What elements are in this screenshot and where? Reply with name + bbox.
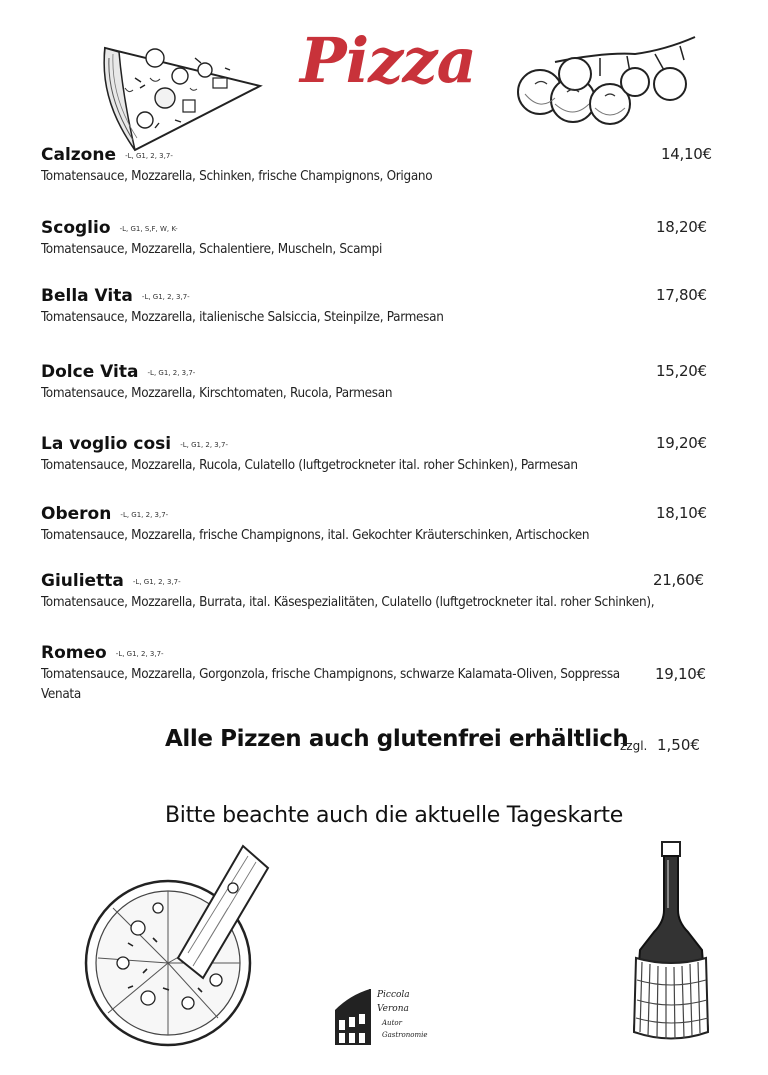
colosseum-logo-icon [330, 975, 440, 1047]
daily-menu-note: Bitte beachte auch die aktuelle Tageskarte [165, 803, 623, 828]
menu-item-giulietta [41, 571, 721, 613]
whole-pizza-icon [68, 838, 283, 1048]
item-name: Dolce Vita [41, 362, 139, 382]
item-price: 19,20€ [656, 434, 707, 452]
item-price: 17,80€ [656, 286, 707, 304]
item-name: Giulietta [41, 571, 124, 591]
logo-line-2: Verona [377, 1004, 409, 1014]
item-price: 18,20€ [656, 218, 707, 236]
item-description: Tomatensauce, Mozzarella, Schalentiere, Muscheln, Scampi [41, 242, 383, 257]
item-price: 18,10€ [656, 504, 707, 522]
gluten-free-note: Alle Pizzen auch glutenfrei erhältlich [165, 726, 629, 752]
item-name: La voglio cosi [41, 434, 172, 454]
menu-item-bella-vita [41, 286, 721, 328]
pizza-slice-icon [95, 28, 265, 158]
item-description: Tomatensauce, Mozzarella, italienische Salsiccia, Steinpilze, Parmesan [41, 310, 444, 325]
item-allergen-codes: -L, G1, 2, 3,7- [141, 292, 190, 301]
item-name: Scoglio [41, 218, 111, 238]
item-allergen-codes: -L, G1, 2, 3,7- [147, 368, 196, 377]
item-allergen-codes: -L, G1, 2, 3,7- [132, 577, 181, 586]
gluten-surcharge-price: 1,50€ [657, 736, 700, 754]
item-description: Tomatensauce, Mozzarella, Gorgonzola, frische Champignons, schwarze Kalamata-Oliven, Soppressa Venata [41, 667, 620, 702]
logo-line-3: Autor [382, 1019, 402, 1027]
item-price: 19,10€ [655, 665, 706, 683]
item-allergen-codes: -L, G1, 2, 3,7- [180, 440, 228, 449]
item-name: Calzone [41, 145, 116, 165]
menu-item-la-voglio-cosi [41, 434, 721, 476]
wine-bottle-icon [628, 840, 714, 1045]
item-description: Tomatensauce, Mozzarella, Burrata, ital. Käsespezialitäten, Culatello (luftgetrockneter ital. roher Schinken), [41, 595, 655, 610]
item-price: 14,10€ [661, 145, 712, 163]
item-name: Bella Vita [41, 286, 133, 306]
item-allergen-codes: -L, G1, 2, 3,7- [125, 151, 173, 160]
item-allergen-codes: -L, G1, S,F, W, K- [119, 224, 178, 233]
item-price: 15,20€ [656, 362, 707, 380]
menu-item-calzone [41, 145, 721, 187]
cherry-tomatoes-icon [515, 32, 700, 127]
item-price: 21,60€ [653, 571, 704, 589]
page-title: Pizza [300, 24, 476, 97]
item-allergen-codes: -L, G1, 2, 3,7- [120, 510, 169, 519]
menu-item-dolce-vita [41, 362, 721, 404]
item-allergen-codes: -L, G1, 2, 3,7- [115, 649, 164, 658]
item-name: Romeo [41, 643, 107, 663]
item-description: Tomatensauce, Mozzarella, Schinken, frische Champignons, Origano [41, 169, 433, 184]
menu-item-romeo [41, 643, 721, 705]
menu-item-oberon [41, 504, 721, 546]
item-description: Tomatensauce, Mozzarella, Rucola, Culatello (luftgetrockneter ital. roher Schinken), Parmesan [41, 458, 578, 473]
item-description: Tomatensauce, Mozzarella, frische Champignons, ital. Gekochter Kräuterschinken, Artischocken [41, 528, 590, 543]
gluten-surcharge-prefix: zzgl. [620, 739, 648, 753]
item-name: Oberon [41, 504, 112, 524]
menu-item-scoglio [41, 218, 721, 260]
logo-line-1: Piccola [377, 990, 410, 1000]
item-description: Tomatensauce, Mozzarella, Kirschtomaten, Rucola, Parmesan [41, 386, 393, 401]
logo-line-4: Gastronomie [382, 1031, 428, 1039]
